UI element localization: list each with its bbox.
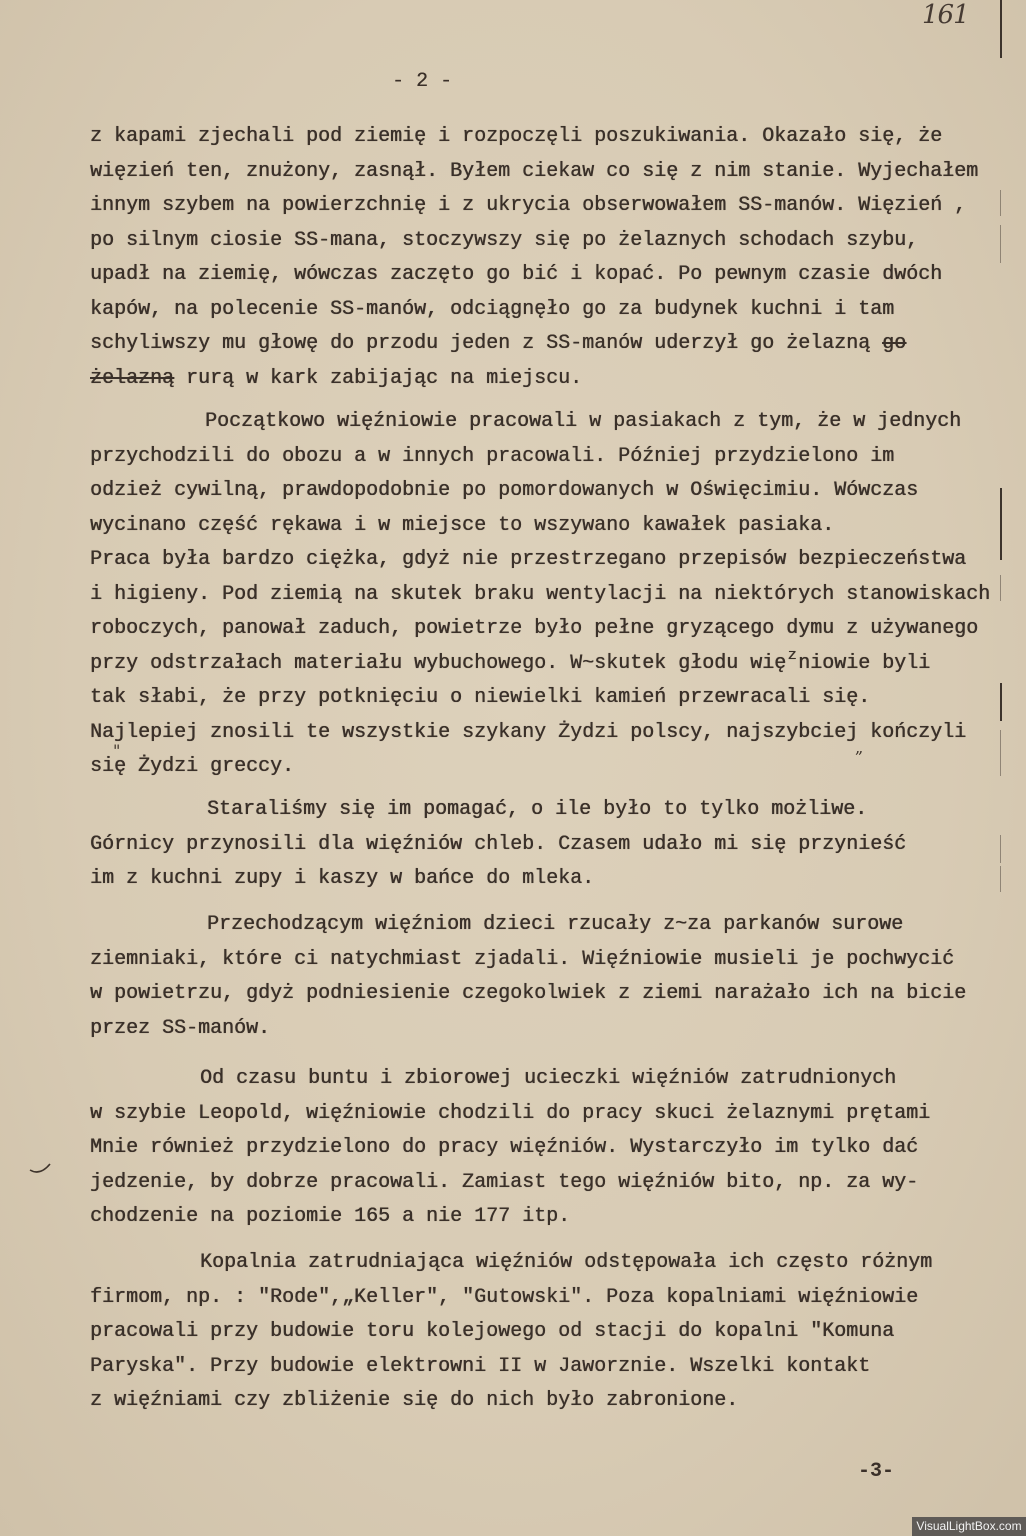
text-line: przychodzili do obozu a w innych pracowali. Później przydzielono im: [90, 444, 895, 468]
paragraph-2: [90, 405, 1010, 785]
text-segment: przy odstrzałach materiału wybuchowego. W~skutek głodu wię: [90, 651, 787, 675]
text-line: pracowali przy budowie toru kolejowego od stacji do kopalni "Komuna: [90, 1320, 895, 1343]
paragraph-1: [90, 120, 1010, 396]
struck-text: go: [882, 332, 907, 355]
text-line: jedzenie, by dobrze pracowali. Zamiast tego więźniów bito, np. za wy-: [90, 1170, 919, 1194]
handwritten-margin-mark: [28, 1158, 54, 1180]
text-line: firmom, np. : "Rode",„Keller", "Gutowski". Poza kopalniami więźniowie: [90, 1285, 919, 1309]
text-line: przez SS-manów.: [90, 1016, 271, 1040]
paragraph-3: [90, 793, 1010, 897]
text-line: upadł na ziemię, wówczas zaczęto go bić i kopać. Po pewnym czasie dwóch: [90, 263, 943, 286]
text-line: Paryska". Przy budowie elektrowni II w Jaworznie. Wszelki kontakt: [90, 1354, 871, 1378]
text-line: Początkowo więźniowie pracowali w pasiakach z tym, że w jednych: [205, 410, 962, 433]
proofreading-mark: ": [113, 741, 121, 760]
text-line: Staraliśmy się im pomagać, o ile było to tylko możliwe.: [207, 798, 868, 821]
text-line: [90, 647, 1010, 682]
inserted-letter: z: [787, 646, 797, 664]
next-page-catchword: -3-: [858, 1460, 895, 1483]
page-number-header: - 2 -: [392, 70, 453, 93]
text-line: Najlepiej znosili te wszystkie szykany Żydzi polscy, najszybciej kończyli: [90, 720, 967, 744]
struck-text: żelazną: [90, 366, 175, 390]
text-line: tak słabi, że przy potknięciu o niewielki kamień przewracali się.: [90, 686, 871, 709]
text-segment: schyliwszy mu głowę do przodu jeden z SS-manów uderzył go żelazną: [90, 332, 883, 355]
text-line: się Żydzi greccy.: [90, 755, 295, 778]
text-line: [90, 327, 1010, 362]
proofreading-mark: „: [855, 738, 864, 757]
text-line: [90, 362, 1010, 397]
text-line: roboczych, panował zaduch, powietrze było pełne gryzącego dymu z używanego: [90, 617, 979, 640]
text-line: Kopalnia zatrudniająca więźniów odstępowała ich często różnym: [200, 1251, 933, 1274]
text-line: innym szybem na powierzchnię i z ukrycia obserwowałem SS-manów. Więzień ,: [90, 194, 967, 217]
text-line: z kapami zjechali pod ziemię i rozpoczęli poszukiwania. Okazało się, że: [90, 125, 943, 148]
text-line: w szybie Leopold, więźniowie chodzili do pracy skuci żelaznymi prętami: [90, 1101, 931, 1125]
text-line: po silnym ciosie SS-mana, stoczywszy się po żelaznych schodach szybu,: [90, 228, 919, 252]
handwritten-folio-number: 161: [922, 0, 969, 30]
text-line: wycinano część rękawa i w miejsce to wszywano kawałek pasiaka.: [90, 513, 835, 537]
paragraph-6: [90, 1246, 1010, 1419]
text-line: więzień ten, znużony, zasnął. Byłem ciekaw co się z nim stanie. Wyjechałem: [90, 159, 979, 183]
watermark-credit: VisualLightBox.com: [912, 1517, 1026, 1536]
text-line: Praca była bardzo ciężka, gdyż nie przestrzegano przepisów bezpieczeństwa: [90, 548, 967, 571]
text-line: ziemniaki, które ci natychmiast zjadali. Więźniowie musieli je pochwycić: [90, 947, 955, 971]
text-segment: rurą w kark zabijając na miejscu.: [174, 366, 583, 390]
paragraph-4: [90, 908, 1010, 1046]
text-line: chodzenie na poziomie 165 a nie 177 itp.: [90, 1205, 571, 1228]
text-line: Od czasu buntu i zbiorowej ucieczki więźniów zatrudnionych: [200, 1067, 897, 1090]
text-line: Górnicy przynosili dla więźniów chleb. Czasem udało mi się przynieść: [90, 832, 907, 856]
text-line: Przechodzącym więźniom dzieci rzucały z~za parkanów surowe: [207, 913, 904, 936]
text-line: im z kuchni zupy i kaszy w bańce do mleka.: [90, 867, 595, 890]
text-line: odzież cywilną, prawdopodobnie po pomordowanych w Oświęcimiu. Wówczas: [90, 479, 919, 502]
text-line: kapów, na polecenie SS-manów, odciągnęło go za budynek kuchni i tam: [90, 297, 895, 321]
text-line: i higieny. Pod ziemią na skutek braku wentylacji na niektórych stanowiskach: [90, 582, 991, 606]
text-line: w powietrzu, gdyż podniesienie czegokolwiek z ziemi narażało ich na bicie: [90, 982, 967, 1005]
text-line: Mnie również przydzielono do pracy więźniów. Wystarczyło im tylko dać: [90, 1136, 919, 1159]
margin-scan-line: [1000, 0, 1002, 58]
text-segment: niowie byli: [798, 651, 931, 675]
text-line: z więźniami czy zbliżenie się do nich było zabronione.: [90, 1389, 739, 1412]
paragraph-5: [90, 1062, 1010, 1235]
